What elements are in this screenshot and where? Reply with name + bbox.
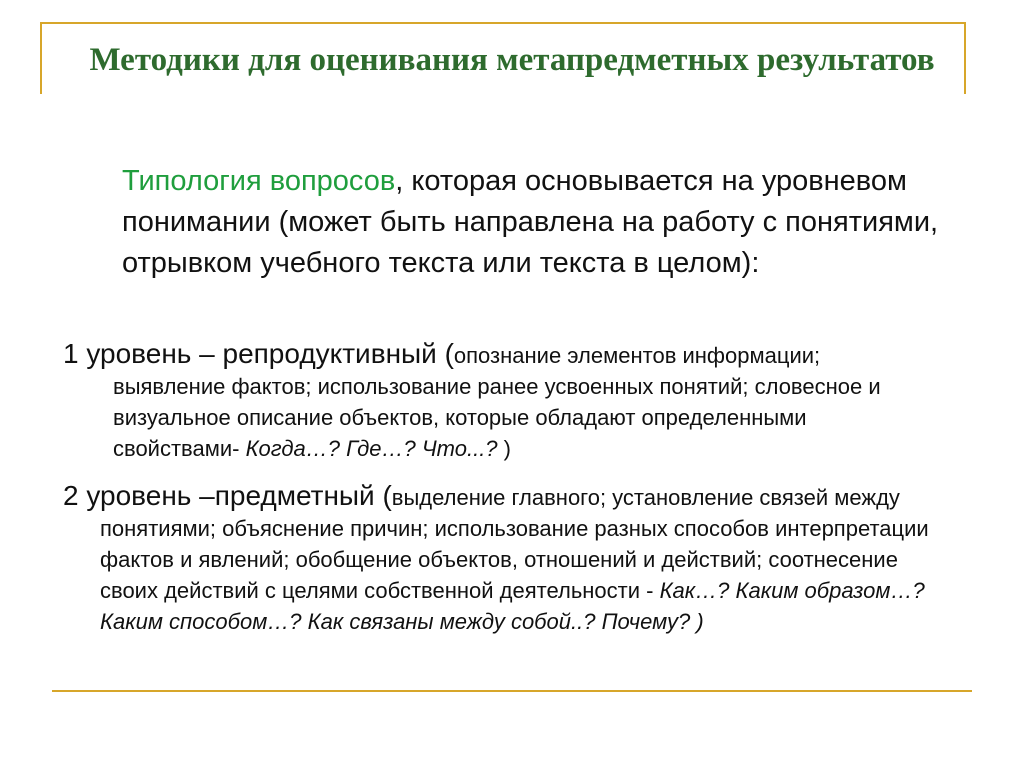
level-2-description: выделение главного; установление связей между понятиями; объяснение причин; использование разных способов интерпретации фактов и явлений; обобщение объектов, отношений и действий; соотнесение своих действий с целями собственной деятельности - bbox=[100, 485, 929, 603]
level-1-closing: ) bbox=[503, 436, 511, 461]
intro-highlight: Типология вопросов bbox=[122, 165, 396, 197]
level-2-examples: Как…? Каким образом…? Каким способом…? Как связаны между собой..? Почему? ) bbox=[100, 578, 925, 634]
level-2-lead: 2 уровень –предметный ( bbox=[63, 480, 392, 511]
frame-bottom-line bbox=[52, 690, 972, 692]
frame-left-line bbox=[40, 22, 42, 94]
slide-title: Методики для оценивания метапредметных результатов bbox=[89, 42, 935, 78]
level-2-paragraph bbox=[63, 480, 950, 637]
level-1-lead: 1 уровень – репродуктивный ( bbox=[63, 338, 454, 369]
intro-paragraph bbox=[122, 161, 982, 284]
frame-top-line bbox=[40, 22, 965, 24]
level-1-description: опознание элементов информации; выявление фактов; использование ранее усвоенных понятий; словесное и визуальное описание объектов, которые обладают определенными свойствами- bbox=[113, 343, 881, 461]
level-1-paragraph bbox=[63, 338, 933, 464]
frame-right-line bbox=[964, 22, 966, 94]
level-1-examples: Когда…? Где…? Что...? bbox=[245, 436, 504, 461]
intro-text: , которая основывается на уровневом понимании (может быть направлена на работу с понятиями, отрывком учебного текста или текста в целом): bbox=[122, 165, 939, 279]
